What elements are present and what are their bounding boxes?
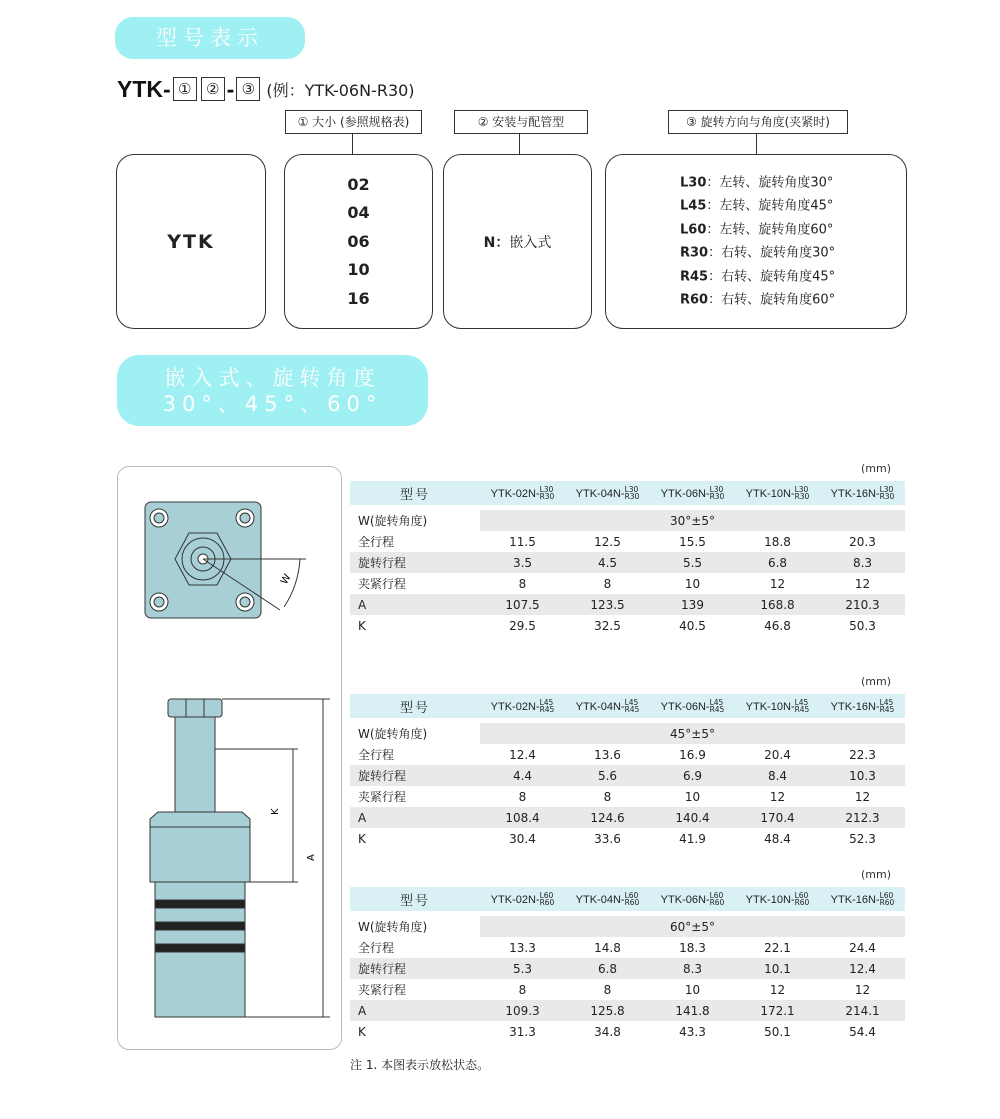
unit-label: (mm) — [860, 462, 891, 475]
mount-option — [444, 232, 591, 252]
table-row — [350, 937, 905, 958]
table-cell: 6.9 — [650, 765, 735, 786]
section-title-embedded — [117, 355, 428, 426]
table-cell: 172.1 — [735, 1000, 820, 1021]
column-header: 型号 — [350, 887, 480, 911]
row-label: K — [358, 831, 366, 846]
table-cell: 12 — [769, 789, 786, 804]
table-cell: 12.5 — [594, 534, 621, 549]
spec-table — [350, 481, 905, 636]
rotation-angle-value: 60°±5° — [480, 916, 905, 937]
table-cell: 107.5 — [480, 594, 565, 615]
spec-table — [350, 887, 905, 1042]
table-cell: 10 — [684, 789, 701, 804]
table-cell: 16.9 — [679, 747, 706, 762]
table-cell: 8.3 — [650, 958, 735, 979]
row-label: K — [358, 618, 366, 633]
section-title-line2: 30°、45°、60° — [162, 392, 383, 416]
table-cell: 5.3 — [480, 958, 565, 979]
table-cell: 8.4 — [735, 765, 820, 786]
size-list — [285, 170, 432, 313]
table-cell: 4.4 — [480, 765, 565, 786]
column-header: 型号 — [350, 481, 480, 505]
row-label: 夹紧行程 — [358, 790, 407, 804]
table-cell: 170.4 — [735, 807, 820, 828]
k-label: K — [270, 808, 281, 815]
connector-line — [756, 133, 757, 154]
table-row — [350, 765, 905, 786]
table-cell: 52.3 — [849, 831, 876, 846]
table-row — [350, 786, 905, 807]
table-cell: 212.3 — [820, 807, 905, 828]
model-field-1: ① — [173, 77, 197, 101]
table-row — [350, 916, 905, 937]
table-cell: 12.4 — [820, 958, 905, 979]
box-direction — [605, 154, 907, 329]
table-row — [350, 723, 905, 744]
connector-line — [352, 133, 353, 154]
model-header: YTK-02N- L45 R45 — [480, 694, 565, 718]
rotation-angle-value: 45°±5° — [480, 723, 905, 744]
top-view — [145, 502, 306, 618]
table-cell: 3.5 — [480, 552, 565, 573]
size-item: 04 — [347, 202, 370, 222]
row-label: W(旋转角度) — [350, 723, 480, 744]
table-row — [350, 979, 905, 1000]
model-header: YTK-04N- L60 R60 — [565, 887, 650, 911]
spec-table — [350, 694, 905, 849]
table-cell: 141.8 — [650, 1000, 735, 1021]
row-label: W(旋转角度) — [350, 916, 480, 937]
table-cell: 46.8 — [764, 618, 791, 633]
row-label: A — [350, 594, 480, 615]
table-cell: 123.5 — [565, 594, 650, 615]
table-cell: 22.3 — [849, 747, 876, 762]
table-row — [350, 958, 905, 979]
table-row — [350, 744, 905, 765]
table-cell: 14.8 — [594, 940, 621, 955]
unit-label: (mm) — [860, 868, 891, 881]
model-header: YTK-04N- L30 R30 — [565, 481, 650, 505]
mount-code: N — [483, 234, 496, 251]
table-cell: 5.6 — [565, 765, 650, 786]
model-header: YTK-04N- L45 R45 — [565, 694, 650, 718]
table-cell: 50.3 — [849, 618, 876, 633]
table-cell: 10.3 — [820, 765, 905, 786]
table-cell: 32.5 — [594, 618, 621, 633]
section-title-model-code: 型号表示 — [115, 17, 305, 59]
model-code-line — [117, 76, 415, 102]
table-cell: 29.5 — [509, 618, 536, 633]
row-label: 全行程 — [358, 748, 395, 762]
unit-label: (mm) — [860, 675, 891, 688]
table-cell: 10 — [684, 982, 701, 997]
direction-item: R60：右转、旋转角度60° — [680, 292, 836, 308]
table-row — [350, 594, 905, 615]
table-header-row — [350, 481, 905, 505]
table-cell: 15.5 — [679, 534, 706, 549]
table-cell: 11.5 — [509, 534, 536, 549]
model-field-3: ③ — [236, 77, 260, 101]
row-label: 全行程 — [358, 941, 395, 955]
table-cell: 8 — [518, 576, 527, 591]
table-row — [350, 615, 905, 636]
table-cell: 8 — [603, 982, 612, 997]
direction-item: L30：左转、旋转角度30° — [680, 175, 834, 190]
row-label: K — [358, 1024, 366, 1039]
model-field-2: ② — [201, 77, 225, 101]
box-sizes — [284, 154, 433, 329]
table-cell: 31.3 — [509, 1024, 536, 1039]
size-item: 16 — [347, 288, 370, 308]
table-cell: 40.5 — [679, 618, 706, 633]
table-cell: 140.4 — [650, 807, 735, 828]
series-code: YTK — [167, 230, 215, 253]
label-size: ① 大小 (参照规格表) — [285, 110, 422, 134]
table-cell: 12 — [854, 789, 871, 804]
model-header: YTK-06N- L30 R30 — [650, 481, 735, 505]
table-cell: 4.5 — [565, 552, 650, 573]
direction-item: R30：右转、旋转角度30° — [680, 245, 836, 261]
table-cell: 13.3 — [509, 940, 536, 955]
table-row — [350, 573, 905, 594]
table-cell: 168.8 — [735, 594, 820, 615]
table-cell: 18.3 — [679, 940, 706, 955]
size-item: 02 — [347, 174, 370, 194]
table-cell: 22.1 — [764, 940, 791, 955]
row-label: W(旋转角度) — [350, 510, 480, 531]
row-label: A — [350, 807, 480, 828]
mount-sep: ： — [495, 234, 510, 251]
table-cell: 20.3 — [849, 534, 876, 549]
box-mount — [443, 154, 592, 329]
direction-list — [606, 171, 906, 312]
table-cell: 124.6 — [565, 807, 650, 828]
table-cell: 13.6 — [594, 747, 621, 762]
section-title-line1: 嵌入式、旋转角度 — [164, 366, 381, 390]
model-header: YTK-16N- L45 R45 — [820, 694, 905, 718]
size-item: 10 — [347, 259, 370, 279]
table-cell: 5.5 — [650, 552, 735, 573]
table-cell: 34.8 — [594, 1024, 621, 1039]
direction-item: L45：左转、旋转角度45° — [680, 198, 834, 214]
cylinder-drawing-card — [117, 466, 342, 1050]
table-cell: 30.4 — [509, 831, 536, 846]
table-cell: 125.8 — [565, 1000, 650, 1021]
table-cell: 24.4 — [849, 940, 876, 955]
table-cell: 108.4 — [480, 807, 565, 828]
model-header: YTK-02N- L30 R30 — [480, 481, 565, 505]
table-cell: 12 — [854, 576, 871, 591]
table-cell: 6.8 — [565, 958, 650, 979]
model-header: YTK-10N- L60 R60 — [735, 887, 820, 911]
table-cell: 8 — [518, 789, 527, 804]
mount-text: 嵌入式 — [509, 234, 552, 251]
label-direction: ③ 旋转方向与角度(夹紧时) — [668, 110, 848, 134]
side-view — [150, 699, 250, 1017]
table-cell: 50.1 — [764, 1024, 791, 1039]
table-cell: 12 — [769, 576, 786, 591]
rotation-angle-value: 30°±5° — [480, 510, 905, 531]
cylinder-drawing — [118, 467, 341, 1049]
model-header: YTK-16N- L30 R30 — [820, 481, 905, 505]
table-cell: 8 — [518, 982, 527, 997]
table-cell: 48.4 — [764, 831, 791, 846]
a-label: A — [306, 854, 317, 861]
label-mount: ② 安装与配管型 — [454, 110, 588, 134]
model-header: YTK-06N- L45 R45 — [650, 694, 735, 718]
row-label: 旋转行程 — [350, 958, 480, 979]
model-header: YTK-06N- L60 R60 — [650, 887, 735, 911]
table-cell: 10 — [684, 576, 701, 591]
model-header: YTK-02N- L60 R60 — [480, 887, 565, 911]
table-cell: 43.3 — [679, 1024, 706, 1039]
direction-item: R45：右转、旋转角度45° — [680, 269, 836, 284]
table-cell: 8 — [603, 789, 612, 804]
table-cell: 10.1 — [735, 958, 820, 979]
column-header: 型号 — [350, 694, 480, 718]
footnote: 注 1. 本图表示放松状态。 — [350, 1058, 490, 1072]
box-series — [116, 154, 266, 329]
w-label: W — [279, 572, 294, 587]
table-cell: 8 — [603, 576, 612, 591]
table-cell: 12.4 — [509, 747, 536, 762]
table-row — [350, 531, 905, 552]
model-header: YTK-10N- L45 R45 — [735, 694, 820, 718]
table-row — [350, 1000, 905, 1021]
size-item: 06 — [347, 231, 370, 251]
model-prefix: YTK- — [117, 75, 171, 102]
table-cell: 18.8 — [764, 534, 791, 549]
table-cell: 12 — [854, 982, 871, 997]
row-label: 全行程 — [358, 535, 395, 549]
model-example: (例：YTK-06N-R30) — [266, 80, 415, 100]
row-label: 旋转行程 — [350, 765, 480, 786]
table-row — [350, 1021, 905, 1042]
table-cell: 41.9 — [679, 831, 706, 846]
row-label: 夹紧行程 — [358, 577, 407, 591]
table-row — [350, 552, 905, 573]
table-cell: 139 — [650, 594, 735, 615]
table-cell: 20.4 — [764, 747, 791, 762]
model-header: YTK-16N- L60 R60 — [820, 887, 905, 911]
model-header: YTK-10N- L30 R30 — [735, 481, 820, 505]
row-label: A — [350, 1000, 480, 1021]
row-label: 夹紧行程 — [358, 983, 407, 997]
table-cell: 210.3 — [820, 594, 905, 615]
table-cell: 109.3 — [480, 1000, 565, 1021]
row-label: 旋转行程 — [350, 552, 480, 573]
table-row — [350, 807, 905, 828]
model-dash: - — [226, 75, 235, 102]
table-cell: 214.1 — [820, 1000, 905, 1021]
table-cell: 12 — [769, 982, 786, 997]
table-row — [350, 828, 905, 849]
table-cell: 54.4 — [849, 1024, 876, 1039]
table-cell: 33.6 — [594, 831, 621, 846]
table-header-row — [350, 887, 905, 911]
table-row — [350, 510, 905, 531]
table-header-row — [350, 694, 905, 718]
connector-line — [519, 133, 520, 154]
table-cell: 6.8 — [735, 552, 820, 573]
direction-item: L60：左转、旋转角度60° — [680, 222, 834, 237]
table-cell: 8.3 — [820, 552, 905, 573]
